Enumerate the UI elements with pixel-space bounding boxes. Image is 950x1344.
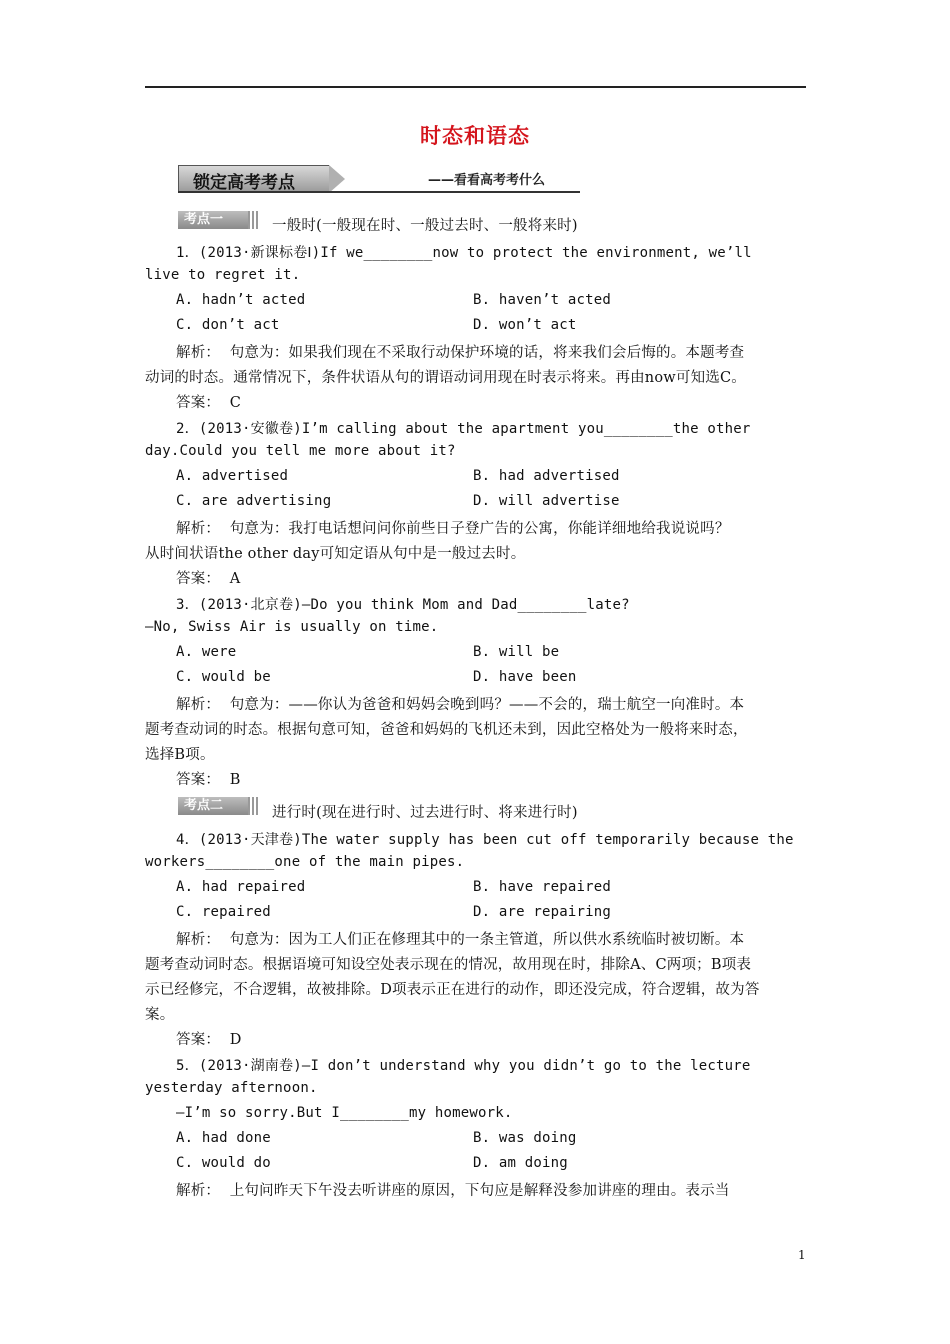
option-a: A. had repaired: [176, 879, 306, 895]
option-c: C. don’t act: [176, 317, 280, 333]
option-b: B. had advertised: [473, 468, 620, 484]
question-line: 4．(2013·天津卷)The water supply has been cut off temporarily because the: [176, 832, 794, 848]
option-d: D. am doing: [473, 1155, 568, 1171]
tag-bars: [248, 211, 260, 229]
option-b: B. was doing: [473, 1130, 577, 1146]
answer-line: 答案： C: [176, 395, 242, 411]
question-line: 5．(2013·湖南卷)—I don’t understand why you didn’t go to the lecture: [176, 1058, 751, 1074]
banner-subtitle: ——看看高考考什么: [428, 173, 546, 188]
page-title: 时态和语态: [420, 123, 530, 148]
section-tag-1: [178, 211, 248, 229]
explanation-line: 解析： 上句问昨天下午没去听讲座的原因，下句应是解释没参加讲座的理由。表示当: [176, 1183, 730, 1199]
option-a: A. were: [176, 644, 237, 660]
explanation-line: 选择B项。: [145, 747, 215, 763]
section-heading-2: 进行时(现在进行时、过去进行时、将来进行时): [272, 805, 578, 821]
option-b: B. will be: [473, 644, 560, 660]
banner-label: 锁定高考考点: [193, 173, 295, 193]
question-line: yesterday afternoon.: [145, 1080, 318, 1096]
question-line: workers________one of the main pipes.: [145, 854, 465, 870]
header-rule: [145, 86, 806, 88]
section-heading-1: 一般时(一般现在时、一般过去时、一般将来时): [272, 218, 578, 234]
answer-line: 答案： A: [176, 571, 241, 587]
question-line: 2．(2013·安徽卷)I’m calling about the apartment you________the other: [176, 421, 751, 437]
section-tag-2: [178, 797, 248, 815]
option-b: B. haven’t acted: [473, 292, 612, 308]
option-a: A. had done: [176, 1130, 271, 1146]
explanation-line: 题考查动词的时态。根据句意可知，爸爸和妈妈的飞机还未到，因此空格处为一般将来时态，: [145, 722, 748, 738]
banner-box: [178, 165, 329, 193]
option-d: D. have been: [473, 669, 577, 685]
question-line: 3．(2013·北京卷)—Do you think Mom and Dad________late?: [176, 597, 630, 613]
explanation-line: 示已经修完，不合逻辑，故被排除。D项表示正在进行的动作，即还没完成，符合逻辑，故为答: [145, 982, 760, 998]
question-line: —No, Swiss Air is usually on time.: [145, 619, 439, 635]
option-a: A. advertised: [176, 468, 289, 484]
section-tag-label: 考点二: [184, 798, 224, 813]
tag-bars: [248, 797, 260, 815]
option-a: A. hadn’t acted: [176, 292, 306, 308]
section-banner: [178, 165, 608, 193]
section-tag-label: 考点一: [184, 212, 224, 227]
question-line: 1．(2013·新课标卷Ⅰ)If we________now to protect the environment, we’ll: [176, 245, 752, 261]
explanation-line: 从时间状语the other day可知定语从句中是一般过去时。: [145, 546, 526, 562]
question-line: —I’m so sorry.But I________my homework.: [176, 1105, 513, 1121]
answer-line: 答案： D: [176, 1032, 242, 1048]
question-line: day.Could you tell me more about it?: [145, 443, 456, 459]
option-d: D. will advertise: [473, 493, 620, 509]
question-line: live to regret it.: [145, 267, 301, 283]
explanation-line: 解析： 句意为：我打电话想问问你前些日子登广告的公寓，你能详细地给我说说吗？: [176, 521, 730, 537]
option-c: C. are advertising: [176, 493, 332, 509]
option-b: B. have repaired: [473, 879, 612, 895]
explanation-line: 案。: [145, 1007, 175, 1023]
page-number: 1: [798, 1248, 806, 1262]
option-c: C. would do: [176, 1155, 271, 1171]
explanation-line: 解析： 句意为：——你认为爸爸和妈妈会晚到吗？——不会的，瑞士航空一向准时。本: [176, 697, 745, 713]
explanation-line: 解析： 句意为：如果我们现在不采取行动保护环境的话，将来我们会后悔的。本题考查: [176, 345, 745, 361]
explanation-line: 解析： 句意为：因为工人们正在修理其中的一条主管道，所以供水系统临时被切断。本: [176, 932, 745, 948]
option-c: C. would be: [176, 669, 271, 685]
option-d: D. are repairing: [473, 904, 612, 920]
explanation-line: 动词的时态。通常情况下，条件状语从句的谓语动词用现在时表示将来。再由now可知选C。: [145, 370, 746, 386]
option-d: D. won’t act: [473, 317, 577, 333]
banner-underline: [178, 191, 580, 193]
answer-line: 答案： B: [176, 772, 241, 788]
option-c: C. repaired: [176, 904, 271, 920]
explanation-line: 题考查动词时态。根据语境可知设空处表示现在的情况，故用现在时，排除A、C两项；B项表: [145, 957, 752, 973]
